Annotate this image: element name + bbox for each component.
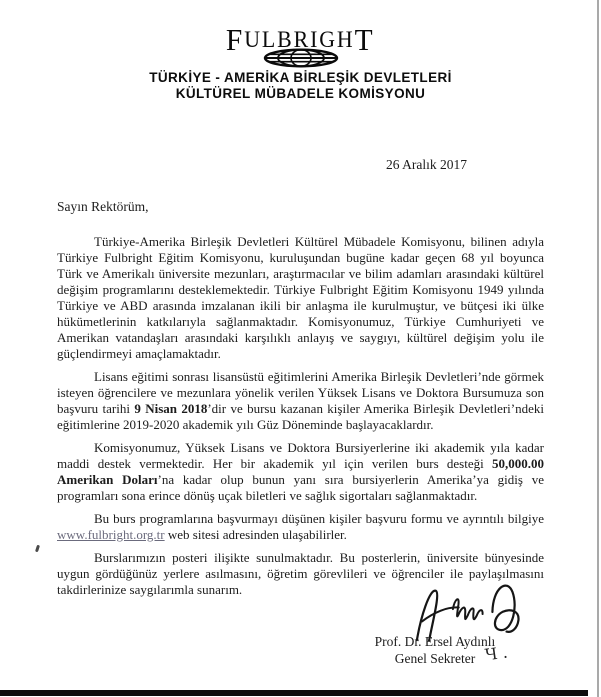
- scan-bottom-bar: [0, 690, 588, 696]
- signatory-title: Genel Sekreter: [394, 651, 476, 666]
- org-name-line2: KÜLTÜREL MÜBADELE KOMİSYONU: [175, 86, 426, 101]
- letter-date: 26 Aralık 2017: [386, 157, 467, 172]
- wordmark-letters: ULBRIGH: [244, 27, 355, 52]
- wordmark-letter: F: [226, 22, 245, 57]
- deadline-date: 9 Nisan 2018: [134, 401, 208, 416]
- paragraph-3-text: Komisyonumuz, Yüksek Lisans ve Doktora Bursiyerlerine iki akademik yıla kadar maddi destek vermektedir. Her bir akademik yıl için verilen burs desteği: [57, 440, 544, 471]
- org-name-line1: TÜRKİYE - AMERİKA BİRLEŞİK DEVLETLERİ: [149, 70, 452, 85]
- handwritten-initial-mark: Ч .: [483, 642, 509, 665]
- paragraph-3-text: ’na kadar olup bunun yanı sıra bursiyerlerin Amerika’ya gidiş ve programları sona erince dönüş uçak biletleri ve sağlık sigortaları sağlanmaktadır.: [57, 472, 544, 503]
- paragraph-4: [57, 511, 544, 543]
- grant-amount: 50,000.00 Amerikan Doları: [57, 456, 544, 487]
- wordmark-letter: T: [354, 22, 375, 57]
- paragraph-2-text: Lisans eğitimi sonrası lisansüstü eğitimlerini Amerika Birleşik Devletleri’nde görmek isteyen öğrencilere ve mezunlara yönelik verilen Yüksek Lisans ve Doktora Bursumuza son başvuru tarihi: [57, 369, 544, 416]
- letterhead: [0, 24, 601, 102]
- paragraph-1: Türkiye-Amerika Birleşik Devletleri Kültürel Mübadele Komisyonu, bilinen adıyla Türkiye Fulbright Eğitim Komisyonu, kuruluşundan bugüne kadar geçen 68 yıl boyunca Türk ve Amerikalı üniversite mezunları, araştırmacılar ve bilim adamları arasındaki kültürel değişim programlarını desteklemektedir. Türkiye Fulbright Eğitim Komisyonu 1949 yılında Türkiye ve ABD arasında imzalanan ikili bir anlaşma ile kurulmuştur, ve bütçesi iki ülke hükümetlerinin katkılarıyla sağlanmaktadır. Komisyonumuz, Türkiye Cumhuriyeti ve Amerikan vatandaşları arasındaki karşılıklı anlayış ve saygıyı, kültürel değişim yolu ile güçlendirmeyi amaçlamaktadır.: [57, 234, 544, 361]
- website-link[interactable]: www.fulbright.org.tr: [57, 527, 165, 542]
- paragraph-2-text: ’dir ve bursu kazanan kişiler Amerika Birleşik Devletleri’ndeki eğitimlerine 2019-2020 akademik yılı Güz Döneminde başlayacaklardır.: [57, 401, 544, 432]
- letter-body: [57, 234, 544, 605]
- scan-edge-line: [597, 0, 599, 697]
- signature-block: [330, 580, 540, 680]
- fulbright-wordmark: [226, 22, 375, 57]
- paragraph-5: Burslarımızın posteri ilişikte sunulmaktadır. Bu posterlerin, üniversite bünyesinde uygun gördüğünüz yerlere asılmasını, öğretim görevlileri ve öğrenciler ile paylaşılmasını takdirlerinize saygılarımla sunarım.: [57, 550, 544, 597]
- paragraph-4-text: Bu burs programlarına başvurmayı düşünen kişiler başvuru formu ve ayrıntılı bilgiye: [94, 511, 544, 526]
- paragraph-4-text: web sitesi adresinden ulaşabilirler.: [164, 527, 347, 542]
- scan-stray-mark: [35, 545, 40, 553]
- paragraph-2: [57, 369, 544, 433]
- signatory-name: Prof. Dr. Ersel Aydınlı: [374, 634, 496, 649]
- paragraph-3: [57, 440, 544, 504]
- salutation: Sayın Rektörüm,: [57, 199, 149, 214]
